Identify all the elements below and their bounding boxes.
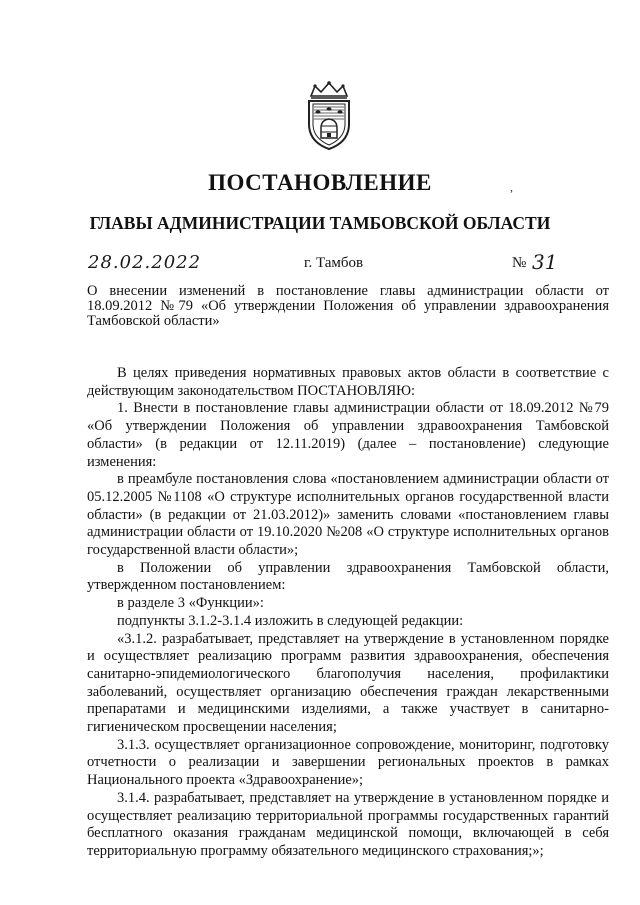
- paragraph: 1. Внести в постановление главы администрации области от 18.09.2012 №79 «Об утверждении Положения об управлении здравоохранения Тамбовской области» (в редакции от 12.11.2019) (далее – постановление) следующие изменения:: [87, 400, 609, 470]
- handwritten-date: 28.02.2022: [88, 252, 202, 273]
- document-body: [87, 365, 609, 861]
- tambov-coat-of-arms-icon: [297, 80, 361, 152]
- paragraph: в Положении об управлении здравоохранения Тамбовской области, утвержденном постановлением:: [87, 559, 609, 594]
- paragraph: подпункты 3.1.2-3.1.4 изложить в следующей редакции:: [117, 612, 464, 629]
- document-subject: О внесении изменений в постановление главы администрации области от 18.09.2012 №79 «Об утверждении Положения об управлении здравоохранения Тамбовской области»: [87, 283, 609, 329]
- document-title: ПОСТАНОВЛЕНИЕ: [208, 170, 432, 195]
- city: г. Тамбов: [304, 255, 364, 271]
- paragraph: в разделе 3 «Функции»:: [117, 595, 264, 612]
- stray-mark: ,: [510, 180, 513, 194]
- paragraph: 3.1.3. осуществляет организационное сопровождение, мониторинг, подготовку отчетности о реализации и завершении региональных проектов в рамках Национального проекта «Здравоохранение»;: [87, 736, 609, 789]
- paragraph: в преамбуле постановления слова «постановлением администрации области от 05.12.2005 №1108 «О структуре исполнительных органов государственной власти области» (в редакции от 21.03.2012)» заменить словами «постановлением главы администрации области от 19.10.2020 №208 «О структуре исполнительных органов государственной власти области»;: [87, 471, 609, 559]
- handwritten-number: 31: [532, 250, 558, 274]
- paragraph: «3.1.2. разрабатывает, представляет на утверждение в установленном порядке и осуществляет реализацию программ развития здравоохранения, обеспечения санитарно-эпидемиологического благополучия населения, профилактики заболеваний, осуществляет организацию обеспечения граждан лекарственными препаратами и медицинскими изделиями, а также участвует в санитарно-гигиеническом просвещении населения;: [87, 630, 609, 736]
- paragraph: 3.1.4. разрабатывает, представляет на утверждение в установленном порядке и осуществляет реализацию территориальной программы государственных гарантий бесплатного оказания гражданам медицинской помощи, включающей в себя территориальную программу обязательного медицинского страхования;»;: [87, 789, 609, 859]
- paragraph: В целях приведения нормативных правовых актов области в соответствие с действующим законодательством ПОСТАНОВЛЯЮ:: [87, 365, 609, 399]
- number-label: №: [512, 255, 527, 271]
- document-subtitle: ГЛАВЫ АДМИНИСТРАЦИИ ТАМБОВСКОЙ ОБЛАСТИ: [89, 213, 551, 233]
